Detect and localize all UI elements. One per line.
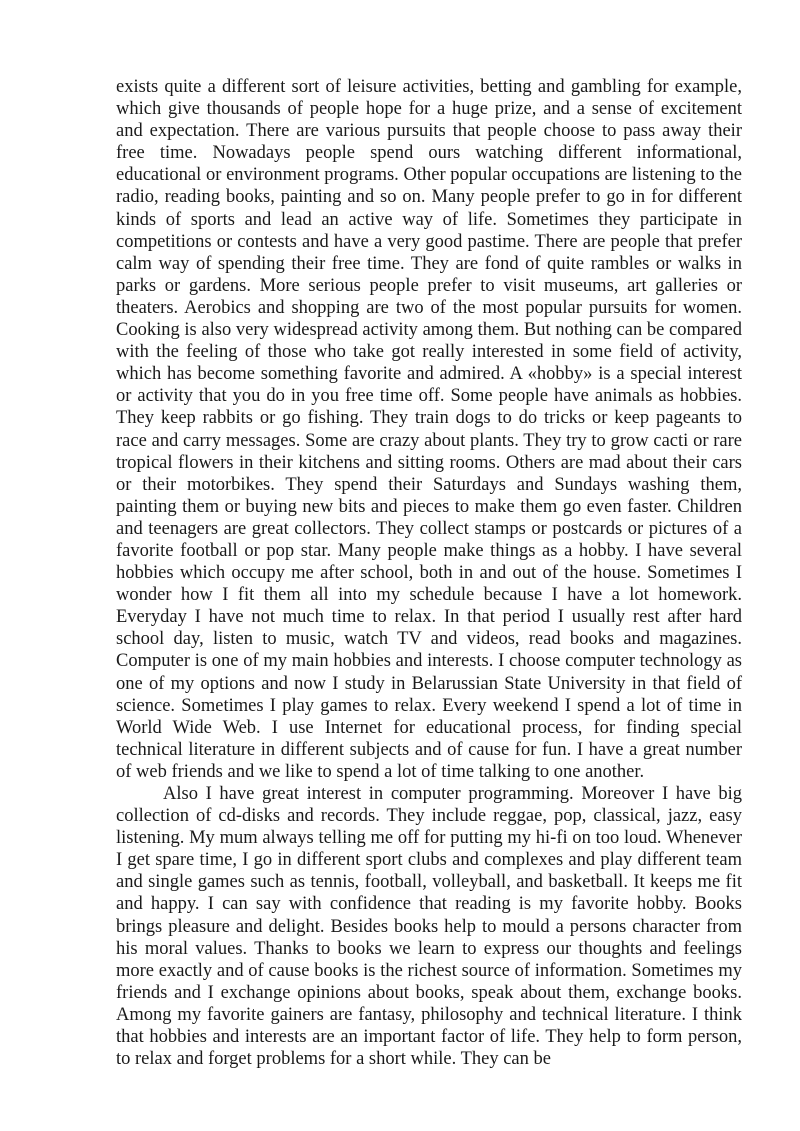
- document-page: [116, 76, 742, 1070]
- paragraph-2: Also I have great interest in computer programming. Moreover I have big collection of cd-disks and records. They include reggae, pop, classical, jazz, easy listening. My mum always telling me off for putting my hi-fi on too loud. Whenever I get spare time, I go in different sport clubs and complexes and play different team and single games such as tennis, football, volleyball, and basketball. It keeps me fit and happy. I can say with confidence that reading is my favorite hobby. Books brings pleasure and delight. Besides books help to mould a persons character from his moral values. Thanks to books we learn to express our thoughts and feelings more exactly and of cause books is the richest source of information. Sometimes my friends and I exchange opinions about books, speak about them, exchange books. Among my favorite gainers are fantasy, philosophy and technical literature. I think that hobbies and interests are an important factor of life. They help to form person, to relax and forget problems for a short while. They can be: [116, 784, 742, 1070]
- paragraph-1: exists quite a different sort of leisure activities, betting and gambling for example, which give thousands of people hope for a huge prize, and a sense of excitement and expectation. There are various pursuits that people choose to pass away their free time. Nowadays people spend ours watching different informational, educational or environment programs. Other popular occupations are listening to the radio, reading books, painting and so on. Many people prefer to go in for different kinds of sports and lead an active way of life. Sometimes they participate in competitions or contests and have a very good pastime. There are people that prefer calm way of spending their free time. They are fond of quite rambles or walks in parks or gardens. More serious people prefer to visit museums, art galleries or theaters. Aerobics and shopping are two of the most popular pursuits for women. Cooking is also very widespread activity among them. But nothing can be compared with the feeling of those who take got really interested in some field of activity, which has become something favorite and admired. A «hobby» is a special interest or activity that you do in you free time off. Some people have animals as hobbies. They keep rabbits or go fishing. They train dogs to do tricks or keep pageants to race and carry messages. Some are crazy about plants. They try to grow cacti or rare tropical flowers in their kitchens and sitting rooms. Others are mad about their cars or their motorbikes. They spend their Saturdays and Sundays washing them, painting them or buying new bits and pieces to make them go even faster. Children and teenagers are great collectors. They collect stamps or postcards or pictures of a favorite football or pop star. Many people make things as a hobby. I have several hobbies which occupy me after school, both in and out of the house. Sometimes I wonder how I fit them all into my schedule because I have a lot homework. Everyday I have not much time to relax. In that period I usually rest after hard school day, listen to music, watch TV and videos, read books and magazines. Computer is one of my main hobbies and interests. I choose computer technology as one of my options and now I study in Belarussian State University in that field of science. Sometimes I play games to relax. Every weekend I spend a lot of time in World Wide Web. I use Internet for educational process, for finding special technical literature in different subjects and of cause for fun. I have a great number of web friends and we like to spend a lot of time talking to one another.: [116, 77, 742, 782]
